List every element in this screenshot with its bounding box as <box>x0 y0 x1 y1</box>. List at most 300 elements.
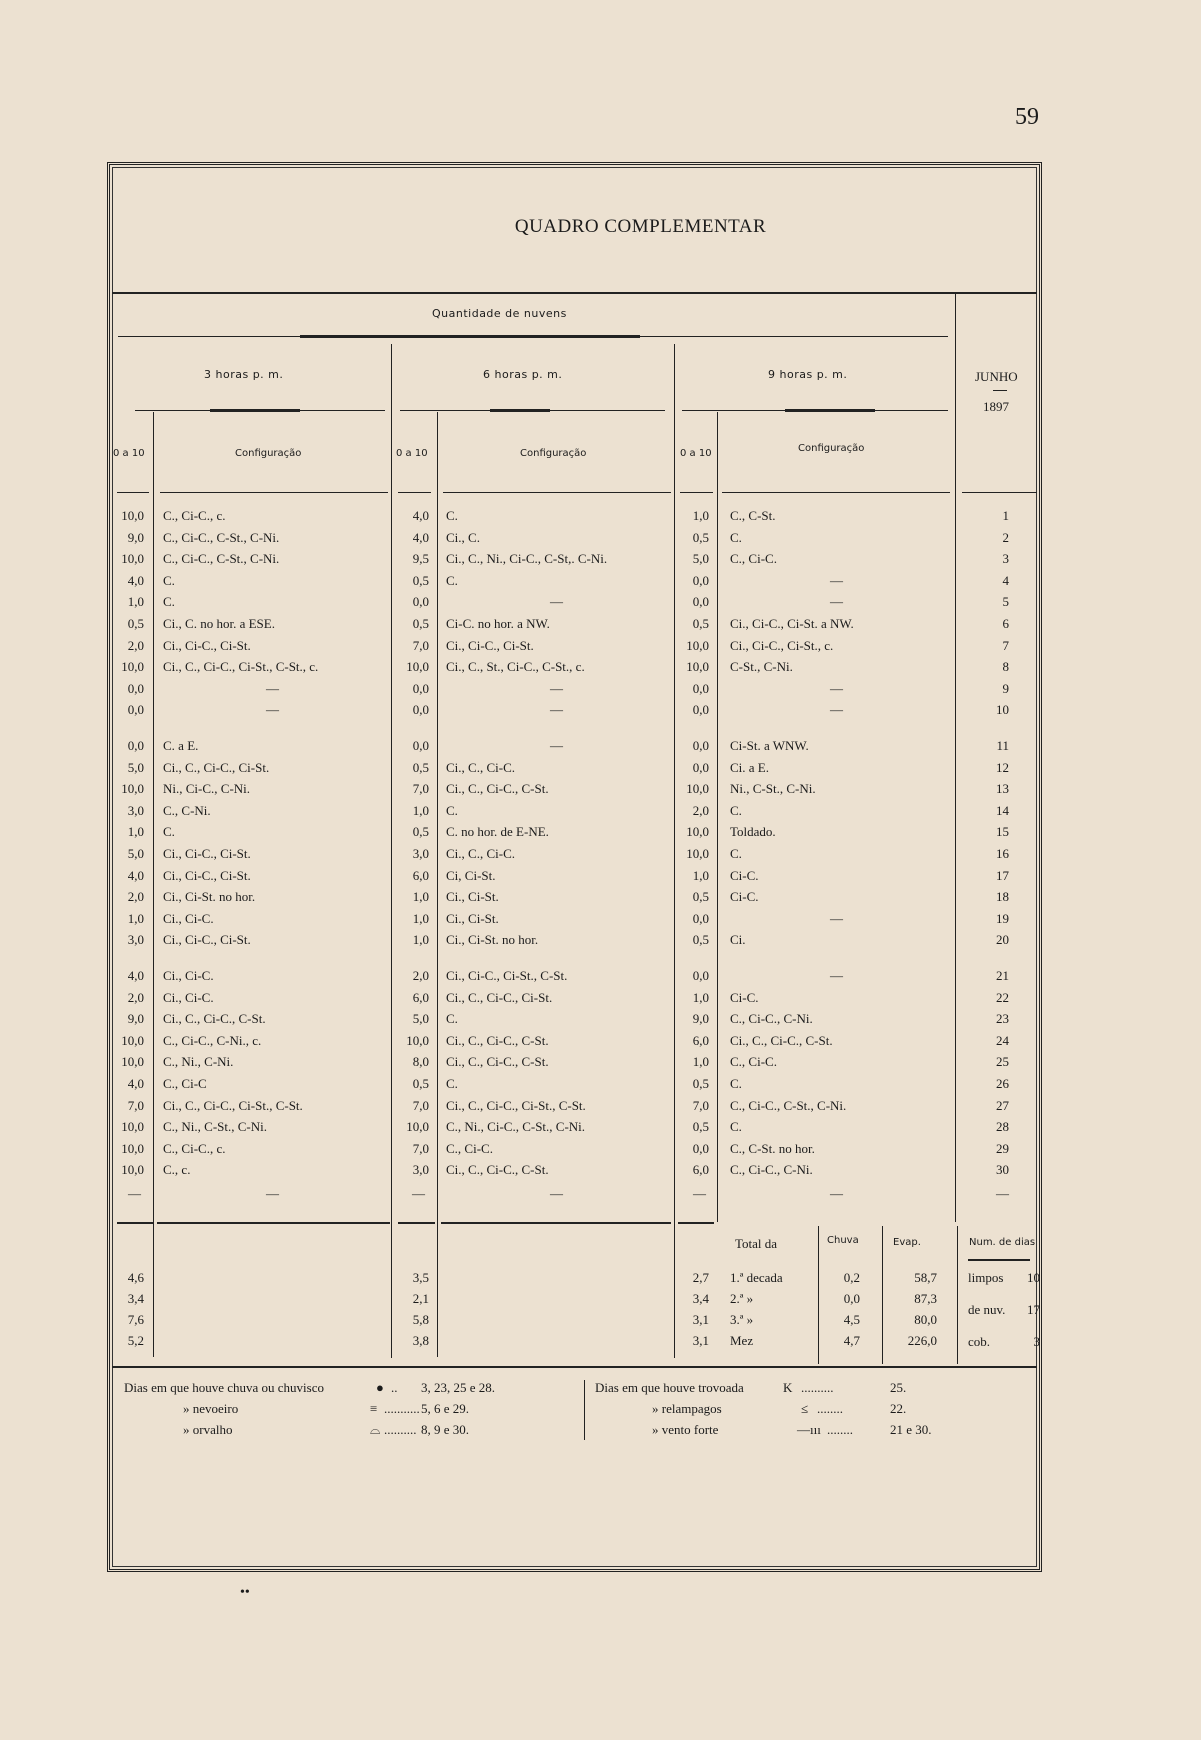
summary-chuva: 4,7 <box>843 1333 860 1348</box>
cell-c3: — <box>266 680 279 696</box>
cell-c3: C., Ci-C., C-St., C-Ni. <box>163 551 280 567</box>
summary-rule <box>398 1222 435 1224</box>
cell-c6: Ci., Ci-C., Ci-St., C-St. <box>446 968 568 983</box>
cell-day: 27 <box>996 1097 1009 1113</box>
footer-right-days: 21 e 30. <box>890 1422 932 1437</box>
footer-left-dots: .......... <box>384 1422 417 1437</box>
cell-c9: Ci. a E. <box>730 759 769 775</box>
cell-v3: 1,0 <box>127 910 144 926</box>
cell-v6: 0,0 <box>412 738 429 753</box>
cell-c3: C. <box>163 824 175 840</box>
cell-v9: 0,5 <box>692 616 709 631</box>
hdr-rule <box>680 492 713 493</box>
footer-divider <box>584 1380 585 1440</box>
cell-c6: Ci-C. no hor. a NW. <box>446 616 550 631</box>
dias-nuv-label: de nuv. <box>968 1302 1006 1317</box>
cell-v6: 0,0 <box>412 594 429 610</box>
summary-m6: 2,1 <box>412 1291 429 1306</box>
cell-v3: 2,0 <box>127 889 144 905</box>
cell-v6: 0,0 <box>412 702 429 718</box>
hdr-rule <box>117 492 149 493</box>
cell-v6: 1,0 <box>412 932 429 948</box>
dias-divider <box>957 1226 958 1364</box>
cell-c3: Ci., C. no hor. a ESE. <box>163 616 275 631</box>
cell-c3: C., Ci-C., c. <box>163 508 226 523</box>
cell-day: 12 <box>996 759 1009 775</box>
cell-day: — <box>996 1186 1009 1201</box>
cell-c9: C., C-St. <box>730 508 776 523</box>
config-3h: Configuração <box>235 448 302 459</box>
cell-c9: — <box>830 1186 843 1201</box>
cell-v6: 6,0 <box>412 867 429 883</box>
cell-v3: 0,5 <box>127 616 144 631</box>
cell-v3: 1,0 <box>127 594 144 610</box>
cell-c6: Ci., Ci-St. no hor. <box>446 932 539 948</box>
cell-v9: 0,5 <box>692 1076 709 1091</box>
cell-v9: 0,0 <box>692 1140 709 1156</box>
cell-day: 14 <box>996 802 1009 818</box>
cell-v3: 5,0 <box>127 759 144 775</box>
cell-c3: C., c. <box>163 1162 191 1178</box>
page-title: QUADRO COMPLEMENTAR <box>514 216 767 237</box>
summary-chuva: 0,0 <box>843 1291 860 1306</box>
footer-left-dots: ........... <box>384 1401 420 1416</box>
summary-m9: 3,1 <box>692 1312 709 1327</box>
cell-v9: 0,0 <box>692 738 709 753</box>
cell-c6: C. <box>446 508 458 523</box>
cell-c3: C., Ni., C-Ni. <box>163 1054 234 1070</box>
summary-m9: 3,4 <box>692 1291 709 1306</box>
summary-evap: 87,3 <box>914 1291 937 1306</box>
scale-6h: 0 a 10 <box>396 448 428 459</box>
scale-3h: 0 a 10 <box>113 448 145 459</box>
cell-c3: — <box>266 1186 279 1201</box>
cell-v9: 10,0 <box>686 824 709 840</box>
cell-c9: C., Ci-C., C-St., C-Ni. <box>730 1097 847 1113</box>
cell-c3: Ci., C., Ci-C., Ci-St., C-St. <box>163 1097 303 1113</box>
cell-c3: C., Ci-C., C-St., C-Ni. <box>163 529 280 545</box>
cell-v3: 10,0 <box>121 551 144 567</box>
cell-v3: 1,0 <box>127 824 144 840</box>
summary-chuva: 4,5 <box>843 1312 860 1327</box>
cell-c9: — <box>830 680 843 696</box>
cell-v9: 5,0 <box>692 551 709 567</box>
cell-v3: 10,0 <box>121 1054 144 1070</box>
footer-left-label: » nevoeiro <box>183 1401 239 1416</box>
cell-c6: — <box>550 702 563 718</box>
cell-c3: C., Ci-C., C-Ni., c. <box>163 1032 262 1048</box>
cell-day: 17 <box>996 867 1009 883</box>
footer-right-days: 22. <box>890 1401 907 1416</box>
cell-day: 28 <box>996 1119 1009 1135</box>
cell-day: 26 <box>996 1076 1009 1091</box>
cell-c6: Ci., C., Ni., Ci-C., C-St,. C-Ni. <box>446 551 608 567</box>
cell-v9: 1,0 <box>692 989 709 1005</box>
cell-c3: Ni., Ci-C., C-Ni. <box>163 781 251 797</box>
period-rule-9h-thick <box>785 409 875 412</box>
cell-c9: Ci., Ci-C., Ci-St., c. <box>730 637 834 653</box>
footer-right-dots: ........ <box>817 1401 843 1416</box>
footer-right-days: 25. <box>890 1380 907 1395</box>
cell-v9: 10,0 <box>686 781 709 797</box>
cell-day: 16 <box>996 846 1009 861</box>
cell-v3: 3,0 <box>127 932 144 948</box>
cell-day: 20 <box>996 932 1009 948</box>
cell-v6: 7,0 <box>412 781 429 797</box>
summary-label: 3.ª » <box>730 1312 754 1327</box>
footer-right-label: » relampagos <box>652 1401 722 1416</box>
cell-c9: C., Ci-C. <box>730 1054 777 1070</box>
cell-v6: 3,0 <box>412 1162 429 1178</box>
footer-left-label: Dias em que houve chuva ou chuvisco <box>124 1380 325 1395</box>
cell-c9: C. <box>730 846 742 861</box>
cell-c6: Ci., C., Ci-C., Ci-St. <box>446 989 553 1005</box>
cell-v9: 0,0 <box>692 968 709 983</box>
period-9h: 9 horas p. m. <box>768 368 848 381</box>
cell-c9: Ci., Ci-C., Ci-St. a NW. <box>730 616 854 631</box>
cell-v3: 2,0 <box>127 989 144 1005</box>
cell-v3: 0,0 <box>127 680 144 696</box>
cell-c6: Ci., C., St., Ci-C., C-St., c. <box>446 659 585 675</box>
cell-day: 24 <box>996 1032 1009 1048</box>
cell-v3: 10,0 <box>121 1140 144 1156</box>
cell-v3: 4,0 <box>127 572 144 588</box>
cell-day: 4 <box>1002 572 1009 588</box>
rain-icon: ● <box>376 1380 384 1395</box>
cell-day: 10 <box>996 702 1009 718</box>
scale-9h: 0 a 10 <box>680 448 712 459</box>
cell-c6: Ci., Ci-St. <box>446 910 499 926</box>
cell-c6: Ci., C., Ci-C., C-St. <box>446 781 549 797</box>
cell-v6: 9,5 <box>412 551 429 567</box>
cell-v3: 10,0 <box>121 1032 144 1048</box>
cell-v6: 0,5 <box>412 1076 429 1091</box>
month-column-line <box>955 294 956 1222</box>
cell-v6: 7,0 <box>412 1097 429 1113</box>
cell-c3: — <box>266 702 279 718</box>
cell-v3: 2,0 <box>127 637 144 653</box>
cell-c9: C. <box>730 1076 742 1091</box>
summary-m3: 4,6 <box>127 1270 144 1285</box>
cell-c3: Ci., C., Ci-C., C-St. <box>163 1011 266 1027</box>
cell-v3: 9,0 <box>127 529 144 545</box>
lightning-icon: ≤ <box>801 1401 809 1416</box>
summary-evap: 58,7 <box>914 1270 937 1285</box>
cell-day: 15 <box>996 824 1009 840</box>
month-label: JUNHO <box>975 369 1018 384</box>
cell-v9: 1,0 <box>692 867 709 883</box>
cell-c3: Ci., Ci-C. <box>163 989 214 1005</box>
cell-c3: C. <box>163 594 175 610</box>
summary-rule <box>117 1222 153 1224</box>
cell-c9: Ci-C. <box>730 889 759 905</box>
dias-nuv-value: 17 <box>1027 1302 1040 1317</box>
cell-c9: — <box>830 702 843 718</box>
cell-v6: 10,0 <box>406 1119 429 1135</box>
page-number: 59 <box>1015 104 1039 130</box>
summary-m9: 3,1 <box>692 1333 709 1348</box>
cell-v3: 7,0 <box>127 1097 144 1113</box>
summary-label: 2.ª » <box>730 1291 754 1306</box>
cell-c9: — <box>830 910 843 926</box>
cell-c9: C., Ci-C., C-Ni. <box>730 1162 813 1178</box>
dias-cob-label: cob. <box>968 1334 991 1349</box>
cell-c6: Ci., C., Ci-C. <box>446 846 515 861</box>
cell-v9: 0,5 <box>692 932 709 948</box>
cell-v3: 0,0 <box>127 702 144 718</box>
hdr-rule <box>443 492 671 493</box>
cell-v3: 10,0 <box>121 659 144 675</box>
summary-evap-header: Evap. <box>893 1237 921 1248</box>
cell-v9: 0,0 <box>692 572 709 588</box>
cell-c6: Ci., Ci-C., Ci-St. <box>446 637 534 653</box>
cell-v6: 3,0 <box>412 846 429 861</box>
hdr-rule <box>962 492 1037 493</box>
cell-day: 18 <box>996 889 1009 905</box>
cell-c9: Ci-C. <box>730 989 759 1005</box>
cell-v6: 8,0 <box>412 1054 429 1070</box>
cell-v9: 9,0 <box>692 1011 709 1027</box>
summary-m3: 3,4 <box>127 1291 144 1306</box>
cell-c9: C. <box>730 529 742 545</box>
cell-v9: 10,0 <box>686 659 709 675</box>
cell-v3: 10,0 <box>121 781 144 797</box>
cell-v6: 2,0 <box>412 968 429 983</box>
footer-right-dots: .......... <box>801 1380 834 1395</box>
cell-v6: 0,5 <box>412 616 429 631</box>
cell-c3: Ci., Ci-C., Ci-St. <box>163 846 251 861</box>
cell-day: 11 <box>996 738 1009 753</box>
cell-v9: 7,0 <box>692 1097 709 1113</box>
summary-label: 1.ª decada <box>730 1270 783 1285</box>
thunder-icon: K <box>783 1380 793 1395</box>
group-rule-thick <box>300 335 640 338</box>
cell-c9: Ci-C. <box>730 867 759 883</box>
cell-c9: C., Ci-C. <box>730 551 777 567</box>
cell-c6: Ci., C., Ci-C. <box>446 759 515 775</box>
cell-v9: 1,0 <box>692 508 709 523</box>
cell-v9: 0,0 <box>692 910 709 926</box>
cell-v9: 10,0 <box>686 846 709 861</box>
cell-day: 21 <box>996 968 1009 983</box>
cell-v6: 5,0 <box>412 1011 429 1027</box>
group-header: Quantidade de nuvens <box>432 307 567 320</box>
period-6h: 6 horas p. m. <box>483 368 563 381</box>
cell-c6: Ci., C., Ci-C., Ci-St., C-St. <box>446 1097 586 1113</box>
cell-c6: C. <box>446 1011 458 1027</box>
cell-v6: 1,0 <box>412 910 429 926</box>
footer-left-days: 3, 23, 25 e 28. <box>421 1380 496 1395</box>
summary-m6: 3,8 <box>412 1333 429 1348</box>
cell-day: 29 <box>996 1140 1009 1156</box>
cell-v6: 0,5 <box>412 572 429 588</box>
cell-c3: C., C-Ni. <box>163 802 211 818</box>
cell-v9: 0,0 <box>692 702 709 718</box>
cell-c3: Ci., C., Ci-C., Ci-St., C-St., c. <box>163 659 319 675</box>
cell-v9: 0,5 <box>692 1119 709 1135</box>
cell-c3: Ci., Ci-C., Ci-St. <box>163 932 251 948</box>
cell-v3: 3,0 <box>127 802 144 818</box>
year-label: 1897 <box>983 399 1009 414</box>
cell-c3: Ci., Ci-C., Ci-St. <box>163 637 251 653</box>
cell-c3: C., Ci-C., c. <box>163 1140 226 1156</box>
cell-day: 22 <box>996 989 1009 1005</box>
cell-day: 7 <box>1002 637 1009 653</box>
cell-v6: 0,5 <box>412 759 429 775</box>
cell-v6: 7,0 <box>412 637 429 653</box>
cell-c9: C. <box>730 802 742 818</box>
cell-v3: 9,0 <box>127 1011 144 1027</box>
summary-dias-header: Num. de dias <box>969 1237 1036 1248</box>
cell-day: 13 <box>996 781 1009 797</box>
dias-cob-value: 3 <box>1033 1334 1040 1349</box>
summary-label: Mez <box>730 1333 754 1348</box>
cell-day: 23 <box>996 1011 1009 1027</box>
footer-left-days: 8, 9 e 30. <box>421 1422 470 1437</box>
cell-v9: 2,0 <box>692 802 709 818</box>
period-3h: 3 horas p. m. <box>204 368 284 381</box>
cell-c3: Ci., Ci-C., Ci-St. <box>163 867 251 883</box>
cell-v6: 0,0 <box>412 680 429 696</box>
cell-c9: C-St., C-Ni. <box>730 659 793 675</box>
cell-day: 1 <box>1002 508 1009 523</box>
footer-right-label: Dias em que houve trovoada <box>595 1380 744 1395</box>
cell-c9: — <box>830 968 843 983</box>
cell-v6: 4,0 <box>412 508 429 523</box>
cell-v9: 6,0 <box>692 1032 709 1048</box>
summary-m6: 5,8 <box>412 1312 429 1327</box>
cell-v6: 4,0 <box>412 529 429 545</box>
footer-left-label: » orvalho <box>183 1422 233 1437</box>
cell-v6: 1,0 <box>412 889 429 905</box>
cell-day: 8 <box>1002 659 1009 675</box>
cell-c3: C., Ni., C-St., C-Ni. <box>163 1119 268 1135</box>
cell-c6: C., Ni., Ci-C., C-St., C-Ni. <box>446 1119 586 1135</box>
cell-day: 5 <box>1002 594 1009 610</box>
title-rule <box>112 292 1037 294</box>
cell-v6: — <box>412 1186 425 1201</box>
cell-c3: C. <box>163 572 175 588</box>
summary-evap: 226,0 <box>907 1333 937 1348</box>
cell-c9: Ni., C-St., C-Ni. <box>730 781 816 797</box>
summary-m3: 5,2 <box>127 1333 144 1348</box>
cell-v9: 0,0 <box>692 680 709 696</box>
cell-v9: 6,0 <box>692 1162 709 1178</box>
summary-total-header: Total da <box>735 1236 778 1251</box>
cell-v9: 0,5 <box>692 889 709 905</box>
cell-v3: 4,0 <box>127 867 144 883</box>
cell-v3: 10,0 <box>121 508 144 523</box>
cell-v3: 5,0 <box>127 846 144 861</box>
summary-chuva: 0,2 <box>843 1270 860 1285</box>
cell-v9: 10,0 <box>686 637 709 653</box>
bottom-mark: •• <box>240 1585 250 1600</box>
cell-c6: — <box>550 1186 563 1201</box>
summary-rule <box>441 1222 671 1224</box>
summary-rule <box>678 1222 714 1224</box>
cell-c3: Ci., Ci-C. <box>163 968 214 983</box>
cell-v6: 1,0 <box>412 802 429 818</box>
col-divider-6h <box>391 344 392 1358</box>
cell-v6: 10,0 <box>406 1032 429 1048</box>
dew-icon: ⌓ <box>370 1422 381 1437</box>
cell-c9: — <box>830 572 843 588</box>
period-rule-6h-thick <box>490 409 550 412</box>
summary-m6: 3,5 <box>412 1270 429 1285</box>
cell-v6: 10,0 <box>406 659 429 675</box>
cell-c6: Ci., C. <box>446 529 480 545</box>
summary-chuva-header: Chuva <box>827 1235 859 1246</box>
cell-v6: 6,0 <box>412 989 429 1005</box>
footer-left-days: 5, 6 e 29. <box>421 1401 470 1416</box>
cell-v3: 4,0 <box>127 968 144 983</box>
summary-evap: 80,0 <box>914 1312 937 1327</box>
summary-m9: 2,7 <box>692 1270 709 1285</box>
cell-c9: Ci., C., Ci-C., C-St. <box>730 1032 833 1048</box>
cell-v9: — <box>693 1186 706 1201</box>
cell-v6: 7,0 <box>412 1140 429 1156</box>
summary-rule <box>157 1222 390 1224</box>
cell-day: 3 <box>1002 551 1009 567</box>
dias-rule <box>968 1259 1030 1261</box>
cell-c3: Ci., Ci-C. <box>163 910 214 926</box>
cell-c6: Ci, Ci-St. <box>446 867 496 883</box>
dias-limpos-label: limpos <box>968 1270 1004 1285</box>
cell-c6: Ci., C., Ci-C., C-St. <box>446 1054 549 1070</box>
period-rule-3h-thick <box>210 409 300 412</box>
cell-day: 9 <box>1002 680 1009 696</box>
month-rule <box>993 390 1007 391</box>
cell-c9: Ci. <box>730 932 746 948</box>
cell-c3: C., Ci-C <box>163 1076 207 1091</box>
footer-right-dots: ........ <box>827 1422 853 1437</box>
cell-v3: 10,0 <box>121 1119 144 1135</box>
cell-c6: Ci., C., Ci-C., C-St. <box>446 1162 549 1178</box>
subcol-6h <box>437 412 438 1357</box>
cell-c6: — <box>550 680 563 696</box>
footer-right-label: » vento forte <box>652 1422 719 1437</box>
dias-limpos-value: 10 <box>1027 1270 1040 1285</box>
cell-day: 25 <box>996 1054 1009 1070</box>
hdr-rule <box>160 492 388 493</box>
subcol-3h <box>153 412 154 1357</box>
cell-c9: Toldado. <box>730 824 776 840</box>
cell-c9: C., Ci-C., C-Ni. <box>730 1011 813 1027</box>
cell-day: 30 <box>996 1162 1009 1178</box>
cell-c9: C., C-St. no hor. <box>730 1140 815 1156</box>
cell-c9: Ci-St. a WNW. <box>730 738 809 753</box>
config-9h: Configuração <box>798 443 865 454</box>
hdr-rule <box>398 492 431 493</box>
evap-divider <box>882 1226 883 1364</box>
chuva-divider <box>818 1226 819 1364</box>
cell-v3: 10,0 <box>121 1162 144 1178</box>
cell-day: 19 <box>996 910 1009 926</box>
cell-c6: C. <box>446 802 458 818</box>
config-6h: Configuração <box>520 448 587 459</box>
hdr-rule <box>722 492 950 493</box>
cell-c6: — <box>550 738 563 753</box>
fog-icon: ≡ <box>370 1401 378 1416</box>
cell-c6: C. no hor. de E-NE. <box>446 824 549 840</box>
cell-c6: — <box>550 594 563 610</box>
cell-day: 2 <box>1002 529 1009 545</box>
summary-m3: 7,6 <box>127 1312 144 1327</box>
cell-v9: 1,0 <box>692 1054 709 1070</box>
footer-left-dots: .. <box>391 1380 398 1395</box>
cell-v3: 0,0 <box>127 738 144 753</box>
cell-c3: Ci., C., Ci-C., Ci-St. <box>163 759 270 775</box>
